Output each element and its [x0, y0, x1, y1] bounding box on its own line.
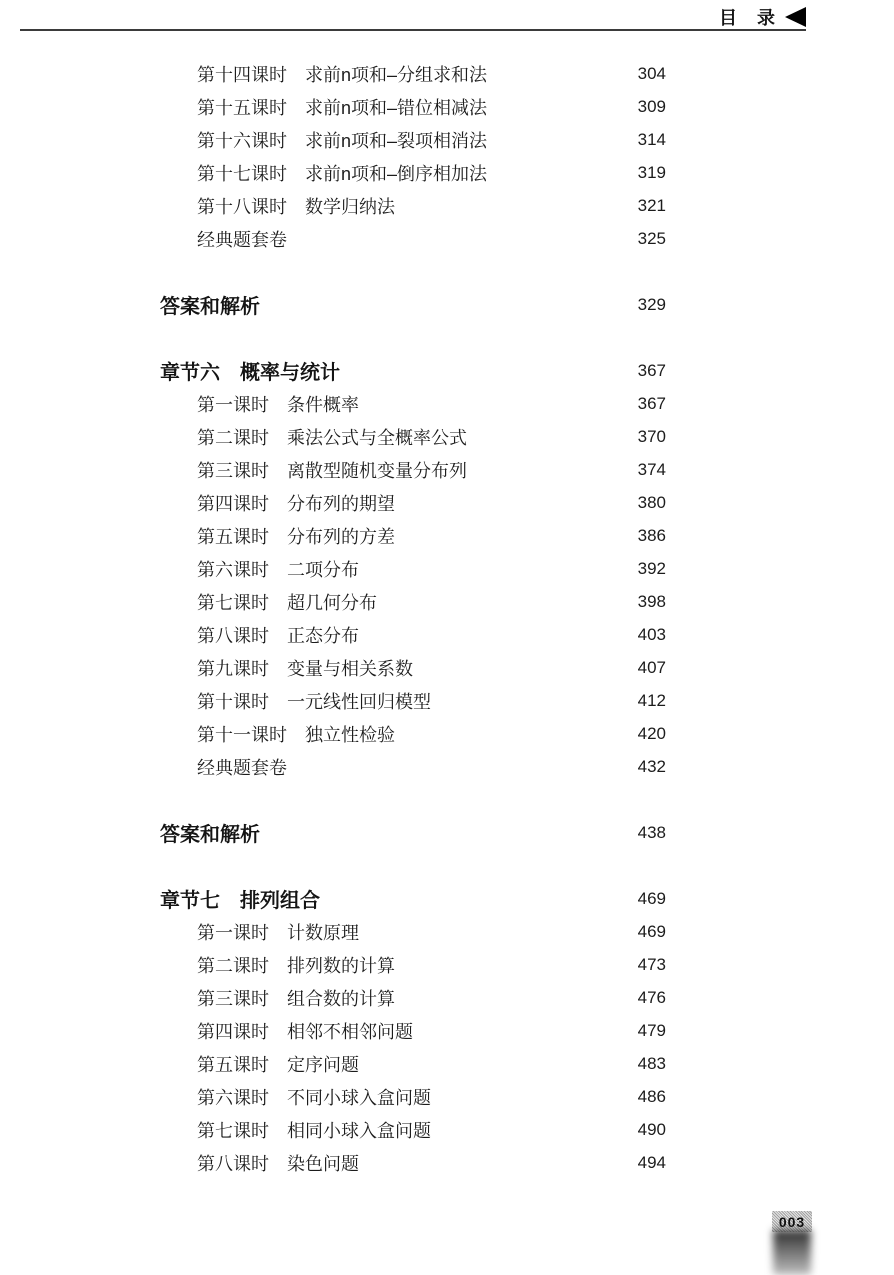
entry-text — [197, 952, 395, 978]
entry-text — [197, 688, 431, 714]
entry-text — [197, 94, 487, 120]
entry-page: 367 — [637, 360, 666, 380]
toc-row-lesson — [160, 519, 666, 552]
toc-row-lesson — [160, 684, 666, 717]
entry-label: 第十四课时 — [197, 64, 287, 85]
entry-page: 420 — [637, 723, 666, 743]
entry-page: 321 — [637, 195, 666, 215]
toc-row-lesson — [160, 486, 666, 519]
toc-row-lesson — [160, 123, 666, 156]
entry-title: 概率与统计 — [240, 362, 340, 384]
entry-label: 经典题套卷 — [197, 229, 287, 250]
toc-row-lesson — [160, 552, 666, 585]
entry-label: 第七课时 — [197, 592, 269, 613]
header-divider — [20, 29, 806, 31]
entry-page: 490 — [637, 1119, 666, 1139]
toc-list — [160, 57, 666, 1179]
toc-row-chapter — [160, 354, 666, 387]
entry-page: 380 — [637, 492, 666, 512]
entry-text — [160, 356, 340, 385]
entry-label: 第五课时 — [197, 1054, 269, 1075]
entry-title: 求前n项和–错位相减法 — [305, 97, 488, 118]
toc-row-lesson — [160, 222, 666, 255]
entry-page: 407 — [637, 657, 666, 677]
entry-text — [197, 61, 487, 87]
entry-page: 329 — [637, 294, 666, 314]
entry-text — [197, 127, 487, 153]
entry-title: 组合数的计算 — [287, 988, 395, 1009]
entry-title: 排列数的计算 — [287, 955, 395, 976]
entry-title: 数学归纳法 — [305, 196, 395, 217]
entry-title: 相邻不相邻问题 — [287, 1021, 413, 1042]
entry-title: 求前n项和–分组求和法 — [305, 64, 488, 85]
toc-gap — [160, 321, 666, 354]
entry-page: 386 — [637, 525, 666, 545]
entry-title: 求前n项和–倒序相加法 — [305, 163, 488, 184]
entry-text — [160, 290, 260, 319]
entry-page: 438 — [637, 822, 666, 842]
entry-page: 374 — [637, 459, 666, 479]
entry-page: 483 — [637, 1053, 666, 1073]
entry-text — [197, 391, 359, 417]
entry-page: 479 — [637, 1020, 666, 1040]
entry-text — [197, 1051, 359, 1077]
entry-text — [197, 655, 413, 681]
entry-label: 第五课时 — [197, 526, 269, 547]
toc-row-lesson — [160, 750, 666, 783]
entry-title: 离散型随机变量分布列 — [287, 460, 467, 481]
entry-text — [197, 985, 395, 1011]
entry-title: 求前n项和–裂项相消法 — [305, 130, 488, 151]
entry-title: 定序问题 — [287, 1054, 359, 1075]
entry-title: 二项分布 — [287, 559, 359, 580]
entry-page: 476 — [637, 987, 666, 1007]
entry-title: 乘法公式与全概率公式 — [287, 427, 467, 448]
entry-page: 314 — [637, 129, 666, 149]
entry-label: 答案和解析 — [160, 824, 260, 846]
entry-label: 第九课时 — [197, 658, 269, 679]
entry-page: 403 — [637, 624, 666, 644]
entry-title: 相同小球入盒问题 — [287, 1120, 431, 1141]
entry-text — [197, 721, 395, 747]
entry-page: 392 — [637, 558, 666, 578]
entry-label: 答案和解析 — [160, 296, 260, 318]
page-header — [719, 4, 806, 30]
entry-page: 319 — [637, 162, 666, 182]
entry-title: 分布列的方差 — [287, 526, 395, 547]
toc-row-lesson — [160, 618, 666, 651]
entry-label: 第四课时 — [197, 493, 269, 514]
toc-row-lesson — [160, 1080, 666, 1113]
entry-page: 469 — [637, 921, 666, 941]
entry-text — [197, 1117, 431, 1143]
toc-gap — [160, 255, 666, 288]
toc-row-lesson — [160, 981, 666, 1014]
entry-title: 一元线性回归模型 — [287, 691, 431, 712]
entry-page: 494 — [637, 1152, 666, 1172]
entry-label: 第四课时 — [197, 1021, 269, 1042]
entry-title: 正态分布 — [287, 625, 359, 646]
entry-label: 第十六课时 — [197, 130, 287, 151]
entry-text — [197, 160, 487, 186]
entry-label: 第七课时 — [197, 1120, 269, 1141]
entry-page: 325 — [637, 228, 666, 248]
entry-label: 第十七课时 — [197, 163, 287, 184]
toc-gap — [160, 783, 666, 816]
toc-row-lesson — [160, 651, 666, 684]
entry-label: 第三课时 — [197, 988, 269, 1009]
entry-label: 第二课时 — [197, 427, 269, 448]
entry-text — [197, 424, 467, 450]
entry-text — [197, 589, 377, 615]
entry-text — [197, 1018, 413, 1044]
entry-title: 分布列的期望 — [287, 493, 395, 514]
page-number: 003 — [778, 1213, 806, 1230]
entry-page: 309 — [637, 96, 666, 116]
entry-label: 第八课时 — [197, 625, 269, 646]
entry-page: 432 — [637, 756, 666, 776]
toc-gap — [160, 849, 666, 882]
entry-text — [197, 1084, 431, 1110]
entry-text — [197, 457, 467, 483]
entry-label: 章节六 — [160, 362, 220, 384]
toc-row-lesson — [160, 1014, 666, 1047]
toc-row-lesson — [160, 1047, 666, 1080]
entry-page: 412 — [637, 690, 666, 710]
entry-page: 367 — [637, 393, 666, 413]
toc-row-lesson — [160, 948, 666, 981]
entry-title: 计数原理 — [287, 922, 359, 943]
entry-page: 469 — [637, 888, 666, 908]
toc-row-lesson — [160, 1146, 666, 1179]
page-number-badge — [772, 1211, 812, 1232]
entry-page: 304 — [637, 63, 666, 83]
entry-label: 章节七 — [160, 890, 220, 912]
toc-row-lesson — [160, 90, 666, 123]
scan-shadow — [773, 1230, 811, 1275]
entry-label: 第八课时 — [197, 1153, 269, 1174]
entry-label: 第十一课时 — [197, 724, 287, 745]
entry-label: 经典题套卷 — [197, 757, 287, 778]
entry-label: 第十八课时 — [197, 196, 287, 217]
page-title: 目 录 — [719, 8, 776, 28]
entry-page: 370 — [637, 426, 666, 446]
entry-label: 第六课时 — [197, 559, 269, 580]
entry-text — [160, 818, 260, 847]
entry-page: 398 — [637, 591, 666, 611]
entry-text — [197, 490, 395, 516]
toc-row-chapter — [160, 882, 666, 915]
toc-row-lesson — [160, 585, 666, 618]
entry-label: 第一课时 — [197, 922, 269, 943]
toc-row-lesson — [160, 420, 666, 453]
entry-title: 变量与相关系数 — [287, 658, 413, 679]
toc-row-section — [160, 288, 666, 321]
entry-text — [197, 226, 287, 252]
entry-title: 条件概率 — [287, 394, 359, 415]
toc-row-lesson — [160, 189, 666, 222]
toc-row-lesson — [160, 57, 666, 90]
entry-text — [197, 622, 359, 648]
entry-label: 第十五课时 — [197, 97, 287, 118]
toc-row-section — [160, 816, 666, 849]
entry-label: 第一课时 — [197, 394, 269, 415]
toc-row-lesson — [160, 387, 666, 420]
toc-row-lesson — [160, 1113, 666, 1146]
entry-text — [197, 193, 395, 219]
entry-title: 不同小球入盒问题 — [287, 1087, 431, 1108]
entry-title: 超几何分布 — [287, 592, 377, 613]
entry-text — [197, 1150, 359, 1176]
entry-text — [197, 754, 287, 780]
entry-label: 第六课时 — [197, 1087, 269, 1108]
entry-title: 染色问题 — [287, 1153, 359, 1174]
entry-title: 排列组合 — [240, 890, 320, 912]
entry-page: 473 — [637, 954, 666, 974]
toc-row-lesson — [160, 453, 666, 486]
entry-label: 第十课时 — [197, 691, 269, 712]
toc-row-lesson — [160, 915, 666, 948]
left-triangle-icon — [785, 7, 806, 27]
toc-row-lesson — [160, 717, 666, 750]
entry-text — [160, 884, 320, 913]
entry-page: 486 — [637, 1086, 666, 1106]
entry-label: 第二课时 — [197, 955, 269, 976]
entry-text — [197, 523, 395, 549]
entry-text — [197, 556, 359, 582]
entry-title: 独立性检验 — [305, 724, 395, 745]
toc-row-lesson — [160, 156, 666, 189]
entry-text — [197, 919, 359, 945]
entry-label: 第三课时 — [197, 460, 269, 481]
